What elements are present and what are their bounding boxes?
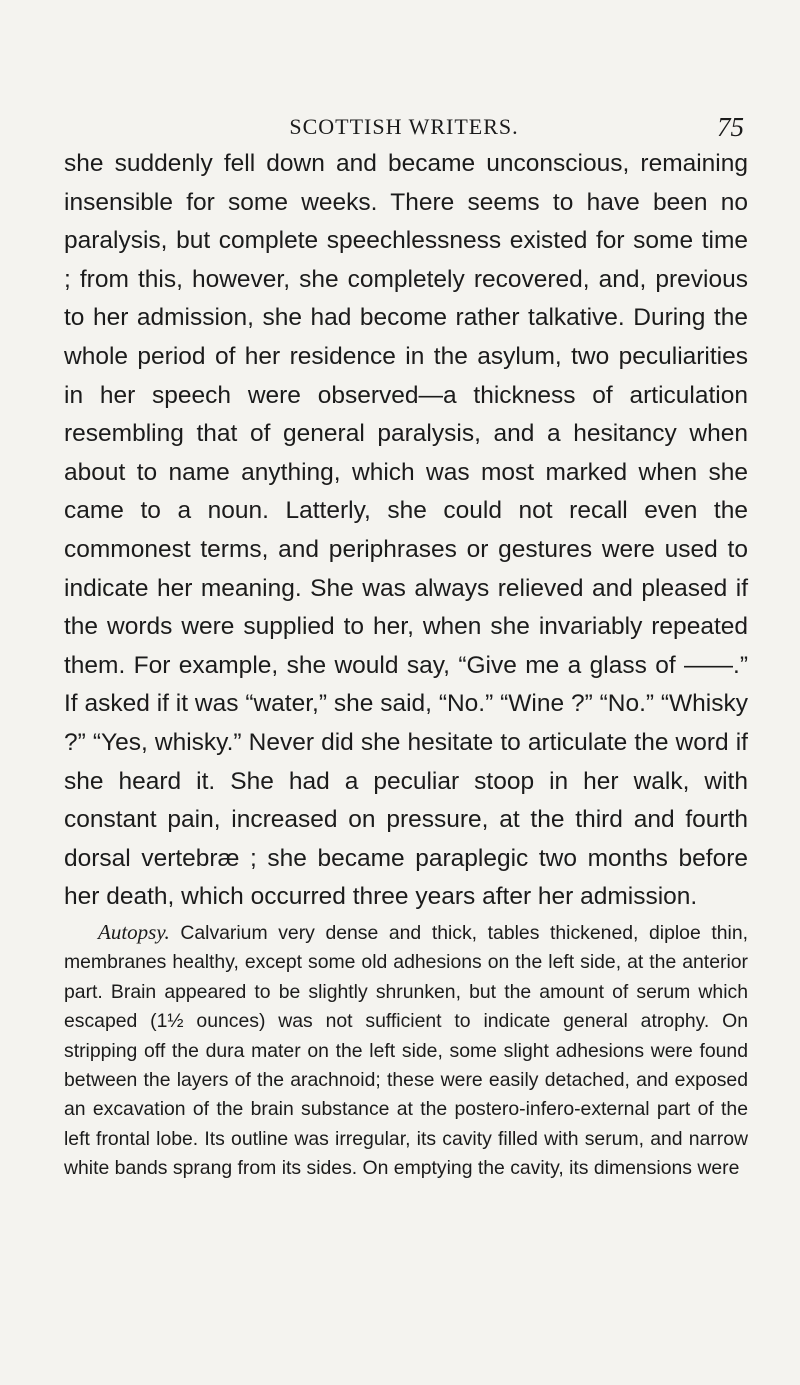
running-head (64, 112, 744, 144)
running-title: SCOTTISH WRITERS. (289, 114, 519, 139)
page-number: 75 (717, 112, 744, 142)
body-paragraph: she suddenly fell down and became unconscious, remaining insensible for some weeks. There seems to have been no paralysis, but complete speechlessness existed for some time ; from this, however, she completely recovered, and, previous to her admission, she had become rather talkative. During the whole period of her residence in the asylum, two peculiarities in her speech were observed—a thickness of articulation resembling that of general paralysis, and a hesitancy when about to name anything, which was most marked when she came to a noun. Latterly, she could not recall even the commonest terms, and periphrases or gestures were used to indicate her meaning. She was always relieved and pleased if the words were supplied to her, when she invariably repeated them. For example, she would say, “Give me a glass of ——.” If asked if it was “water,” she said, “No.” “Wine ?” “No.” “Whisky ?” “Yes, whisky.” Never did she hesitate to articulate the word if she heard it. She had a peculiar stoop in her walk, with constant pain, increased on pressure, at the third and fourth dorsal vertebræ ; she became paraplegic two months before her death, which occurred three years after her admission. (64, 150, 748, 911)
autopsy-lead: Autopsy. (98, 920, 170, 944)
autopsy-text: Calvarium very dense and thick, tables thickened, diploe thin, membranes healthy, except some old adhesions on the left side, at the anterior part. Brain appeared to be slightly shrunken, but the amount of serum which escaped (1½ ounces) was not sufficient to indicate general atrophy. On stripping off the dura mater on the left side, some slight adhesions were found between the layers of the arachnoid; these were easily detached, and exposed an excavation of the brain substance at the postero-infero-external part of the left frontal lobe. Its outline was irregular, its cavity filled with serum, and narrow white bands sprang from its sides. On emptying the cavity, its dimensions were (64, 922, 748, 1180)
autopsy-note (64, 918, 748, 1184)
